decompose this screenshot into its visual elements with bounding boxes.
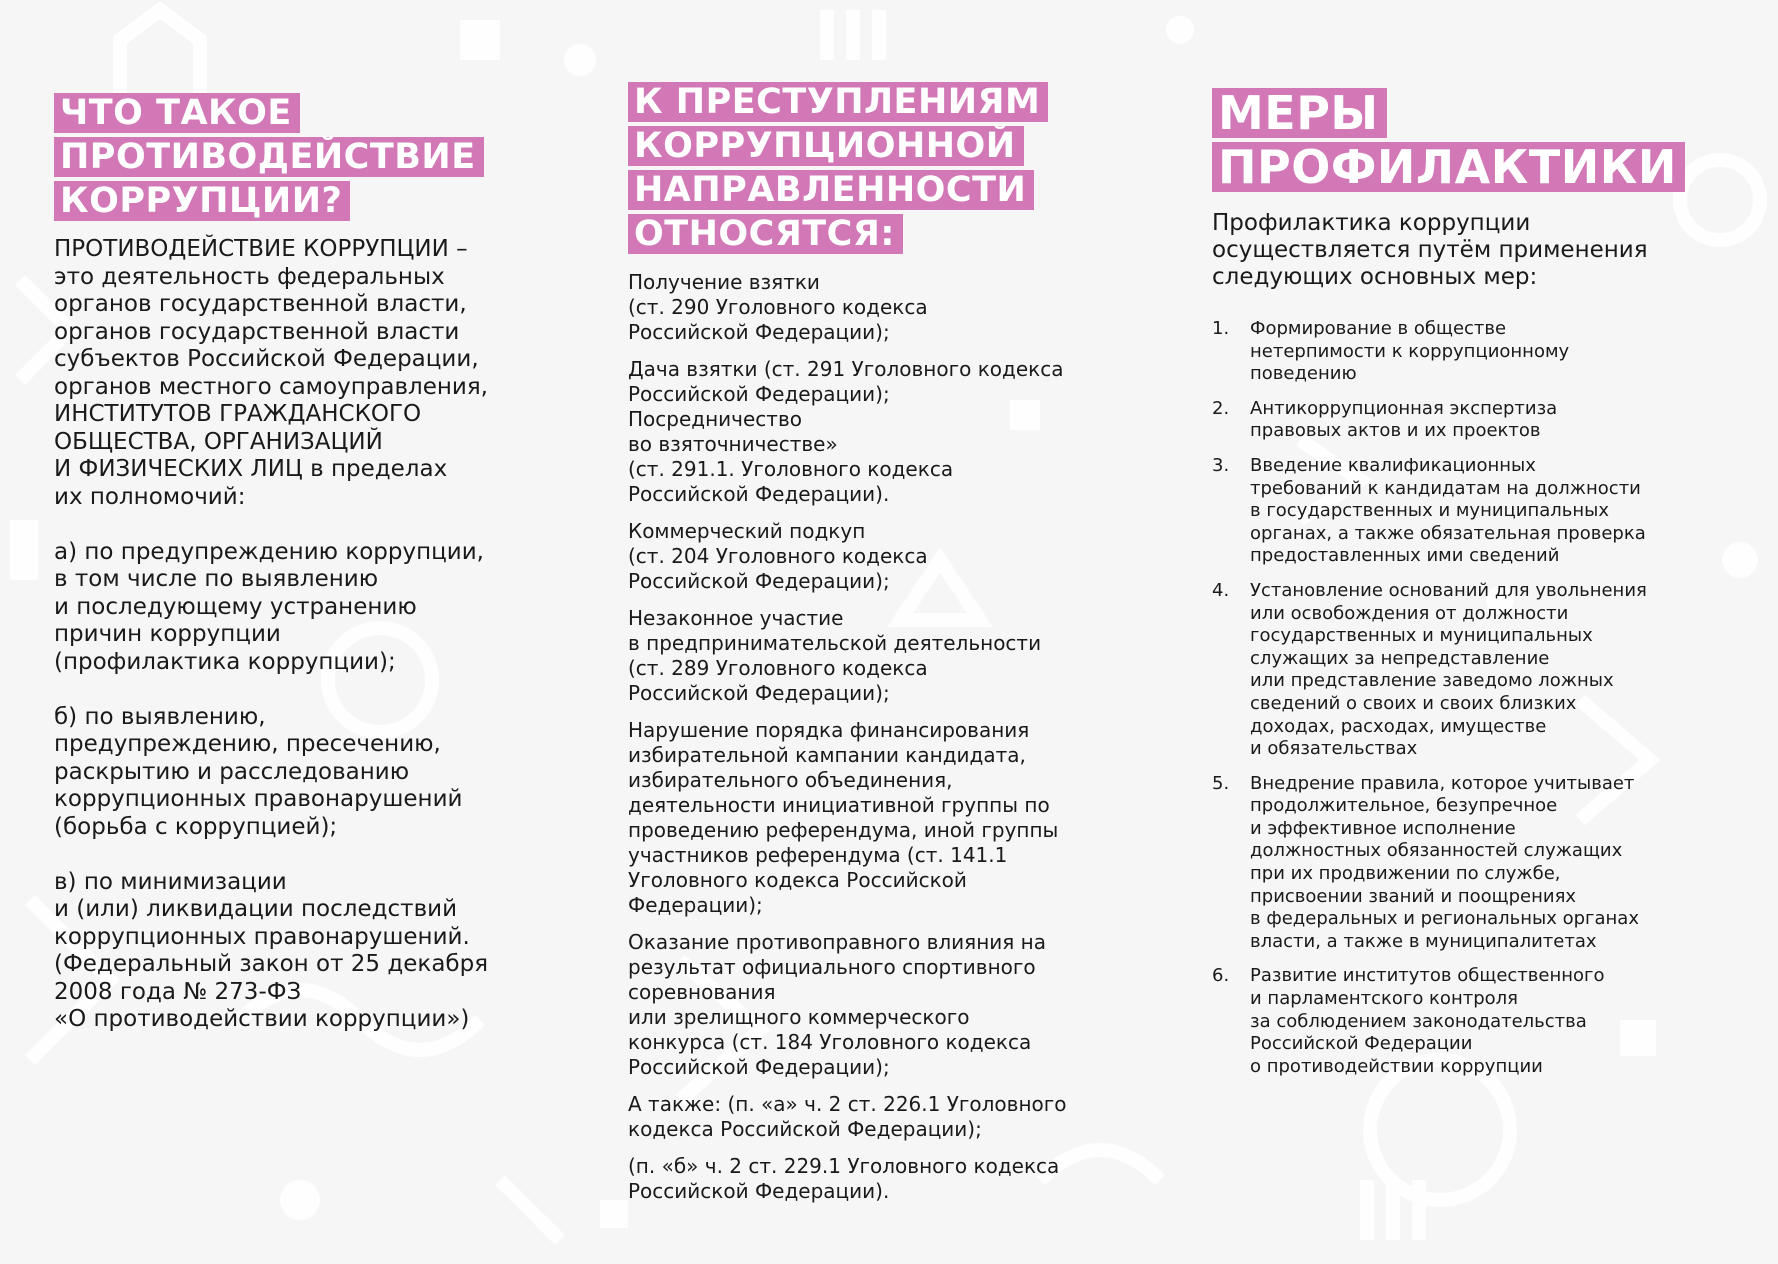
- list-item-text: Антикоррупционная экспертиза правовых актов и их проектов: [1250, 397, 1558, 442]
- list-item-number: 3.: [1212, 454, 1230, 476]
- column-3-heading: [1212, 88, 1685, 196]
- list-item: [1212, 773, 1732, 954]
- column-2-body: [628, 270, 1067, 1216]
- list-item-text: Внедрение правила, которое учитывает продолжительное, безупречное и эффективное исполнение должностных обязанностей служащих при их продвижении по службе, присвоении званий и поощрениях в федеральных и региональных органах власти, а также в муниципалитетах: [1250, 772, 1639, 952]
- crime-item: Получение взятки (ст. 290 Уголовного кодекса Российской Федерации);: [628, 270, 928, 344]
- definition-item-c: в) по минимизации и (или) ликвидации последствий коррупционных правонарушений. (Федеральный закон от 25 декабря 2008 года № 273-ФЗ «О противодействии коррупции»): [54, 868, 489, 1032]
- list-item-number: 5.: [1212, 772, 1230, 794]
- heading-line: ПРОТИВОДЕЙСТВИЕ: [54, 137, 484, 177]
- list-item: [1212, 580, 1732, 761]
- heading-line: К ПРЕСТУПЛЕНИЯМ: [628, 82, 1048, 122]
- crime-item: Незаконное участие в предпринимательской деятельности (ст. 289 Уголовного кодекса Российской Федерации);: [628, 606, 1042, 705]
- list-item-number: 1.: [1212, 318, 1230, 339]
- list-item-number: 6.: [1212, 965, 1230, 987]
- heading-line: ОТНОСЯТСЯ:: [628, 214, 903, 254]
- list-item-text: Установление оснований для увольнения или освобождения от должности государственных и муниципальных служащих за непредставление или представление заведомо ложных сведений о своих и своих близких доходах, расходах, имуществе и обязательствах: [1250, 579, 1647, 760]
- crime-item: Нарушение порядка финансирования избирательной кампании кандидата, избирательного объединения, деятельности инициативной группы по проведению референдума, иной группы участников референдума (ст. 141.1 Уголовного кодекса Российской Федерации);: [628, 718, 1059, 917]
- crime-item: Дача взятки (ст. 291 Уголовного кодекса Российской Федерации); Посредничество во взяточничестве» (ст. 291.1. Уголовного кодекса Российской Федерации).: [628, 357, 1064, 506]
- heading-line: МЕРЫ: [1212, 88, 1387, 138]
- definition-paragraph: ПРОТИВОДЕЙСТВИЕ КОРРУПЦИИ – это деятельность федеральных органов государственной власти, органов государственной власти субъектов Российской Федерации, органов местного самоуправления, ИНСТИТУТОВ ГРАЖДАНСКОГО ОБЩЕСТВА, ОРГАНИЗАЦИЙ И ФИЗИЧЕСКИХ ЛИЦ в пределах их полномочий:: [54, 236, 488, 510]
- list-item: [1212, 965, 1732, 1078]
- prevention-list: [1212, 318, 1732, 1090]
- column-1-heading: [54, 93, 484, 225]
- list-item-number: 4.: [1212, 579, 1230, 601]
- crime-item: (п. «б» ч. 2 ст. 229.1 Уголовного кодекса Российской Федерации).: [628, 1154, 1060, 1203]
- heading-line: КОРРУПЦИОННОЙ: [628, 126, 1024, 166]
- list-item: [1212, 398, 1732, 443]
- crime-item: Оказание противоправного влияния на результат официального спортивного соревнования или зрелищного коммерческого конкурса (ст. 184 Уголовного кодекса Российской Федерации);: [628, 930, 1047, 1079]
- column-1-body: [54, 236, 488, 1061]
- column-2-heading: [628, 82, 1048, 258]
- definition-item-b: б) по выявлению, предупреждению, пресечению, раскрытию и расследованию коррупционных правонарушений (борьба с коррупцией);: [54, 703, 463, 840]
- list-item-text: Формирование в обществе нетерпимости к коррупционному поведению: [1250, 318, 1570, 385]
- heading-line: ЧТО ТАКОЕ: [54, 93, 300, 133]
- definition-item-a: а) по предупреждению коррупции, в том числе по выявлению и последующему устранению причин коррупции (профилактика коррупции);: [54, 538, 484, 675]
- list-item: [1212, 318, 1732, 386]
- prevention-intro: Профилактика коррупции осуществляется путём применения следующих основных мер:: [1212, 210, 1648, 290]
- heading-line: ПРОФИЛАКТИКИ: [1212, 142, 1685, 192]
- list-item-number: 2.: [1212, 397, 1230, 419]
- crime-item: А также: (п. «а» ч. 2 ст. 226.1 Уголовного кодекса Российской Федерации);: [628, 1092, 1067, 1141]
- heading-line: КОРРУПЦИИ?: [54, 181, 350, 221]
- list-item: [1212, 455, 1732, 568]
- list-item-text: Развитие институтов общественного и парламентского контроля за соблюдением законодательства Российской Федерации о противодействии коррупции: [1250, 965, 1605, 1077]
- list-item-text: Введение квалификационных требований к кандидатам на должности в государственных и муниципальных органах, а также обязательная проверка предоставленных ими сведений: [1250, 454, 1646, 567]
- crime-item: Коммерческий подкуп (ст. 204 Уголовного кодекса Российской Федерации);: [628, 519, 928, 593]
- heading-line: НАПРАВЛЕННОСТИ: [628, 170, 1034, 210]
